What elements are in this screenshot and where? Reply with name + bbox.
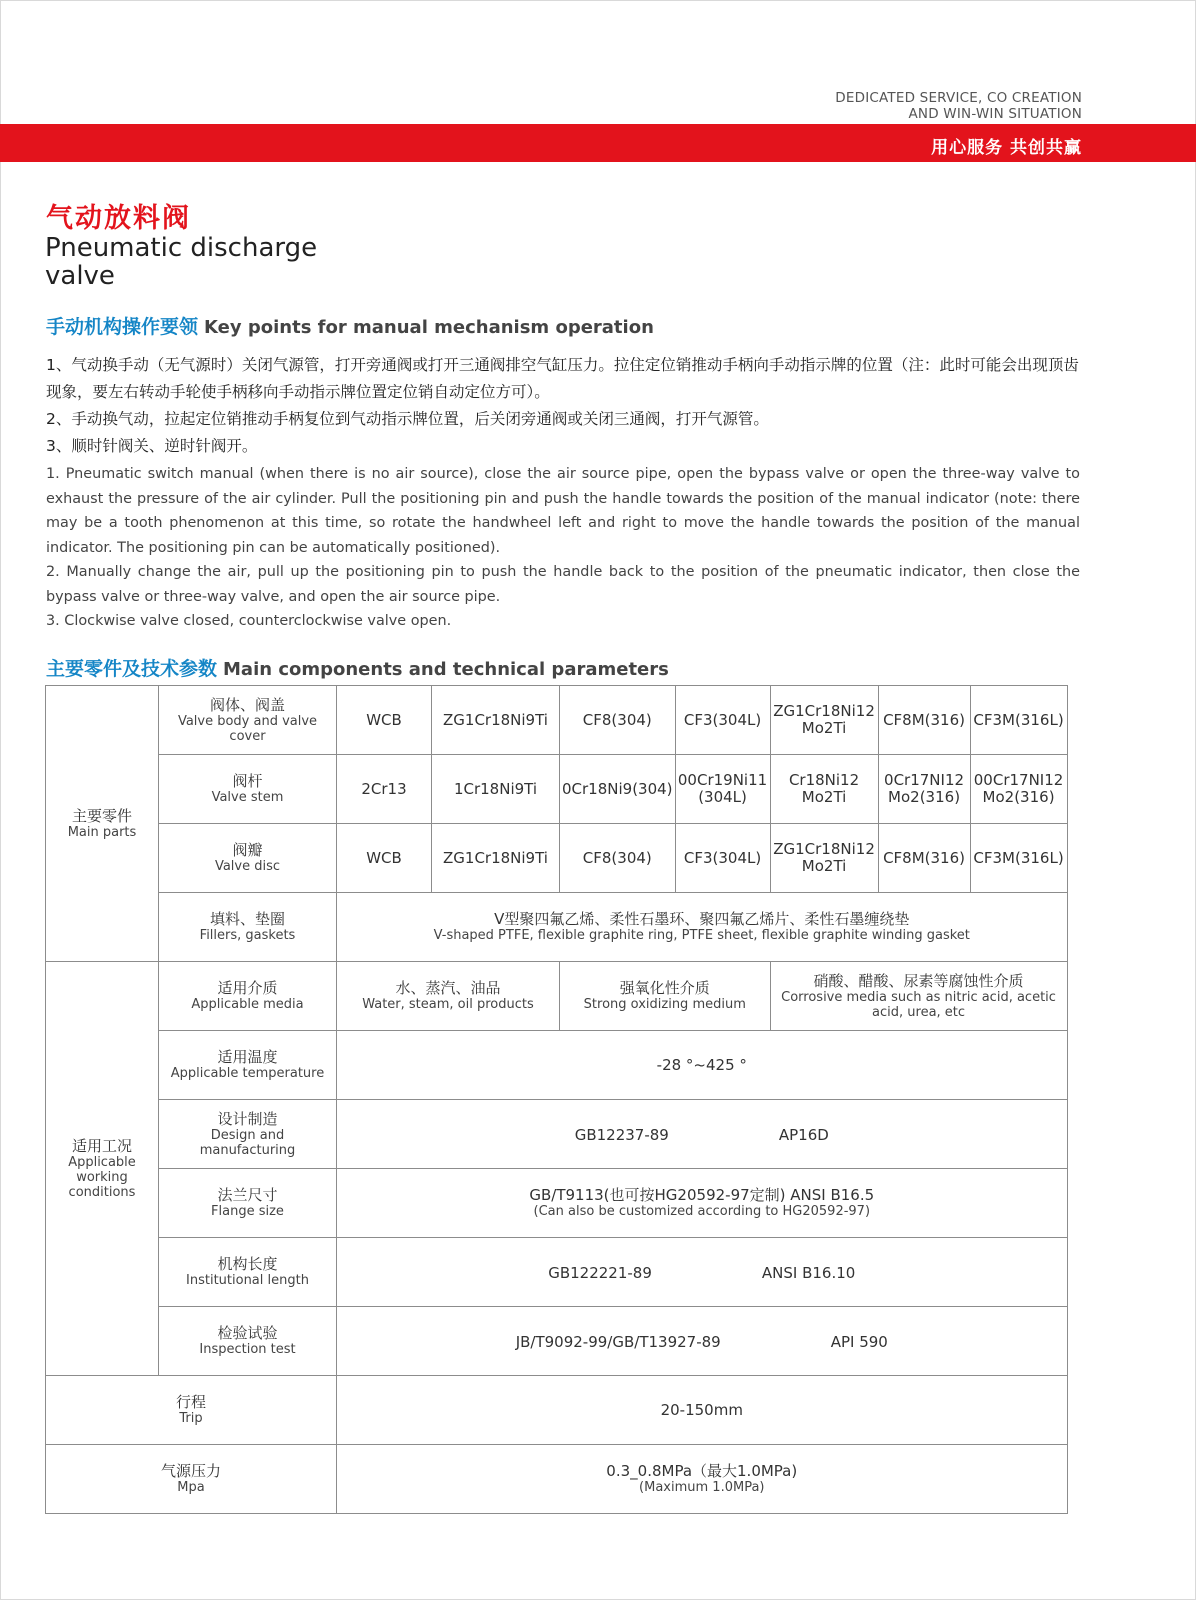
table-cell-wide: GB/T9113(也可按HG20592-97定制) ANSI B16.5 (Can also be customized according to HG20592-97): [337, 1169, 1068, 1238]
table-row: [46, 962, 1068, 1031]
table-cell: CF3M(316L): [970, 686, 1067, 755]
row-label: 设计制造 Design and manufacturing: [159, 1100, 337, 1169]
slogan-en-line-1: DEDICATED SERVICE, CO CREATION: [835, 90, 1082, 106]
table-cell-wide: V型聚四氟乙烯、柔性石墨环、聚四氟乙烯片、柔性石墨缠绕垫 V-shaped PTFE, flexible graphite ring, PTFE sheet, flexible graphite winding gasket: [337, 893, 1068, 962]
table-row: [46, 1169, 1068, 1238]
table-row: [46, 1307, 1068, 1376]
manual-step-cn: 1、气动换手动（无气源时）关闭气源管，打开旁通阀或打开三通阀排空气缸压力。拉住定位销推动手柄向手动指示牌的位置（注：此时可能会出现顶齿现象，要左右转动手轮使手柄移向手动指示牌位置定位销自动定位方可）。: [46, 356, 1079, 401]
row-label: 适用温度 Applicable temperature: [159, 1031, 337, 1100]
header-band: [0, 124, 1196, 162]
table-cell: ZG1Cr18Ni12 Mo2Ti: [770, 686, 878, 755]
table-cell: WCB: [337, 824, 432, 893]
row-label: 阀瓣 Valve disc: [159, 824, 337, 893]
table-cell: 00Cr19Ni11 (304L): [675, 755, 770, 824]
table-cell: CF8M(316): [878, 824, 970, 893]
row-label: 机构长度 Institutional length: [159, 1238, 337, 1307]
group-label-working-conditions: 适用工况 Applicable working conditions: [46, 962, 159, 1376]
table-cell-wide: 20-150mm: [337, 1376, 1068, 1445]
table-cell: 硝酸、醋酸、尿素等腐蚀性介质 Corrosive media such as nitric acid, acetic acid, urea, etc: [770, 962, 1067, 1031]
table-cell: ZG1Cr18Ni12 Mo2Ti: [770, 824, 878, 893]
row-label: 检验试验 Inspection test: [159, 1307, 337, 1376]
section-heading-manual: [46, 312, 654, 339]
table-cell: CF8(304): [560, 824, 676, 893]
section-heading-cn: 主要零件及技术参数: [46, 658, 218, 680]
table-cell: CF8M(316): [878, 686, 970, 755]
row-label: 气源压力 Mpa: [46, 1445, 337, 1514]
manual-step-cn: 2、手动换气动，拉起定位销推动手柄复位到气动指示牌位置，后关闭旁通阀或关闭三通阀，打开气源管。: [46, 410, 769, 428]
table-row: [46, 824, 1068, 893]
table-cell: WCB: [337, 686, 432, 755]
section-heading-components: [46, 654, 669, 681]
row-label: 适用介质 Applicable media: [159, 962, 337, 1031]
table-row: [46, 1031, 1068, 1100]
table-cell-wide: 0.3_0.8MPa（最大1.0MPa) (Maximum 1.0MPa): [337, 1445, 1068, 1514]
spec-table: [45, 685, 1068, 1514]
manual-step-en: 1. Pneumatic switch manual (when there is no air source), close the air source pipe, open the bypass valve or open the three-way valve to exhaust the pressure of the air cylinder. Pull the positioning pin and push the handle towards the position of the manual indicator (note: there may be a tooth phenomenon at this time, so rotate the handwheel left and right to move the handle towards the position of the manual indicator. The positioning pin can be automatically positioned).: [46, 466, 1080, 556]
page-title-cn: 气动放料阀: [46, 203, 191, 234]
manual-steps-en: [46, 462, 1080, 634]
table-cell: ZG1Cr18Ni9Ti: [432, 686, 560, 755]
table-row: [46, 1376, 1068, 1445]
table-cell: CF3(304L): [675, 824, 770, 893]
table-row: [46, 1445, 1068, 1514]
section-heading-en: Key points for manual mechanism operation: [204, 317, 654, 338]
section-heading-cn: 手动机构操作要领: [46, 316, 199, 338]
manual-steps-cn: [46, 352, 1086, 460]
row-label: 阀体、阀盖 Valve body and valve cover: [159, 686, 337, 755]
table-cell: 强氧化性介质 Strong oxidizing medium: [560, 962, 771, 1031]
row-label: 阀杆 Valve stem: [159, 755, 337, 824]
row-label: 填料、垫圈 Fillers, gaskets: [159, 893, 337, 962]
table-row: [46, 893, 1068, 962]
section-heading-en: Main components and technical parameters: [223, 659, 669, 680]
table-cell: CF3(304L): [675, 686, 770, 755]
manual-step-en: 2. Manually change the air, pull up the positioning pin to push the handle back to the position of the pneumatic indicator, then close the bypass valve or three-way valve, and open the air source pipe.: [46, 564, 1080, 605]
table-cell-wide: -28 °~425 °: [337, 1031, 1068, 1100]
table-cell-wide: GB12237-89 AP16D: [337, 1100, 1068, 1169]
table-cell: Cr18Ni12 Mo2Ti: [770, 755, 878, 824]
row-label: 法兰尺寸 Flange size: [159, 1169, 337, 1238]
table-cell-wide: JB/T9092-99/GB/T13927-89 API 590: [337, 1307, 1068, 1376]
manual-step-cn: 3、顺时针阀关、逆时针阀开。: [46, 437, 258, 455]
table-cell: CF3M(316L): [970, 824, 1067, 893]
table-cell: 2Cr13: [337, 755, 432, 824]
row-label: 行程 Trip: [46, 1376, 337, 1445]
table-cell: 00Cr17NI12 Mo2(316): [970, 755, 1067, 824]
slogan-en: [835, 90, 1082, 122]
table-cell-wide: GB122221-89 ANSI B16.10: [337, 1238, 1068, 1307]
table-row: [46, 1238, 1068, 1307]
table-cell: 1Cr18Ni9Ti: [432, 755, 560, 824]
table-cell: CF8(304): [560, 686, 676, 755]
group-label-main-parts: 主要零件 Main parts: [46, 686, 159, 962]
page-title-en: Pneumatic discharge valve: [45, 233, 318, 291]
table-cell: ZG1Cr18Ni9Ti: [432, 824, 560, 893]
table-row: [46, 686, 1068, 755]
slogan-en-line-2: AND WIN-WIN SITUATION: [908, 106, 1082, 122]
table-row: [46, 755, 1068, 824]
manual-step-en: 3. Clockwise valve closed, counterclockwise valve open.: [46, 613, 452, 629]
table-cell: 0Cr17NI12 Mo2(316): [878, 755, 970, 824]
table-cell: 0Cr18Ni9(304): [560, 755, 676, 824]
table-row: [46, 1100, 1068, 1169]
slogan-cn: 用心服务 共创共赢: [931, 138, 1082, 158]
table-cell: 水、蒸汽、油品 Water, steam, oil products: [337, 962, 560, 1031]
